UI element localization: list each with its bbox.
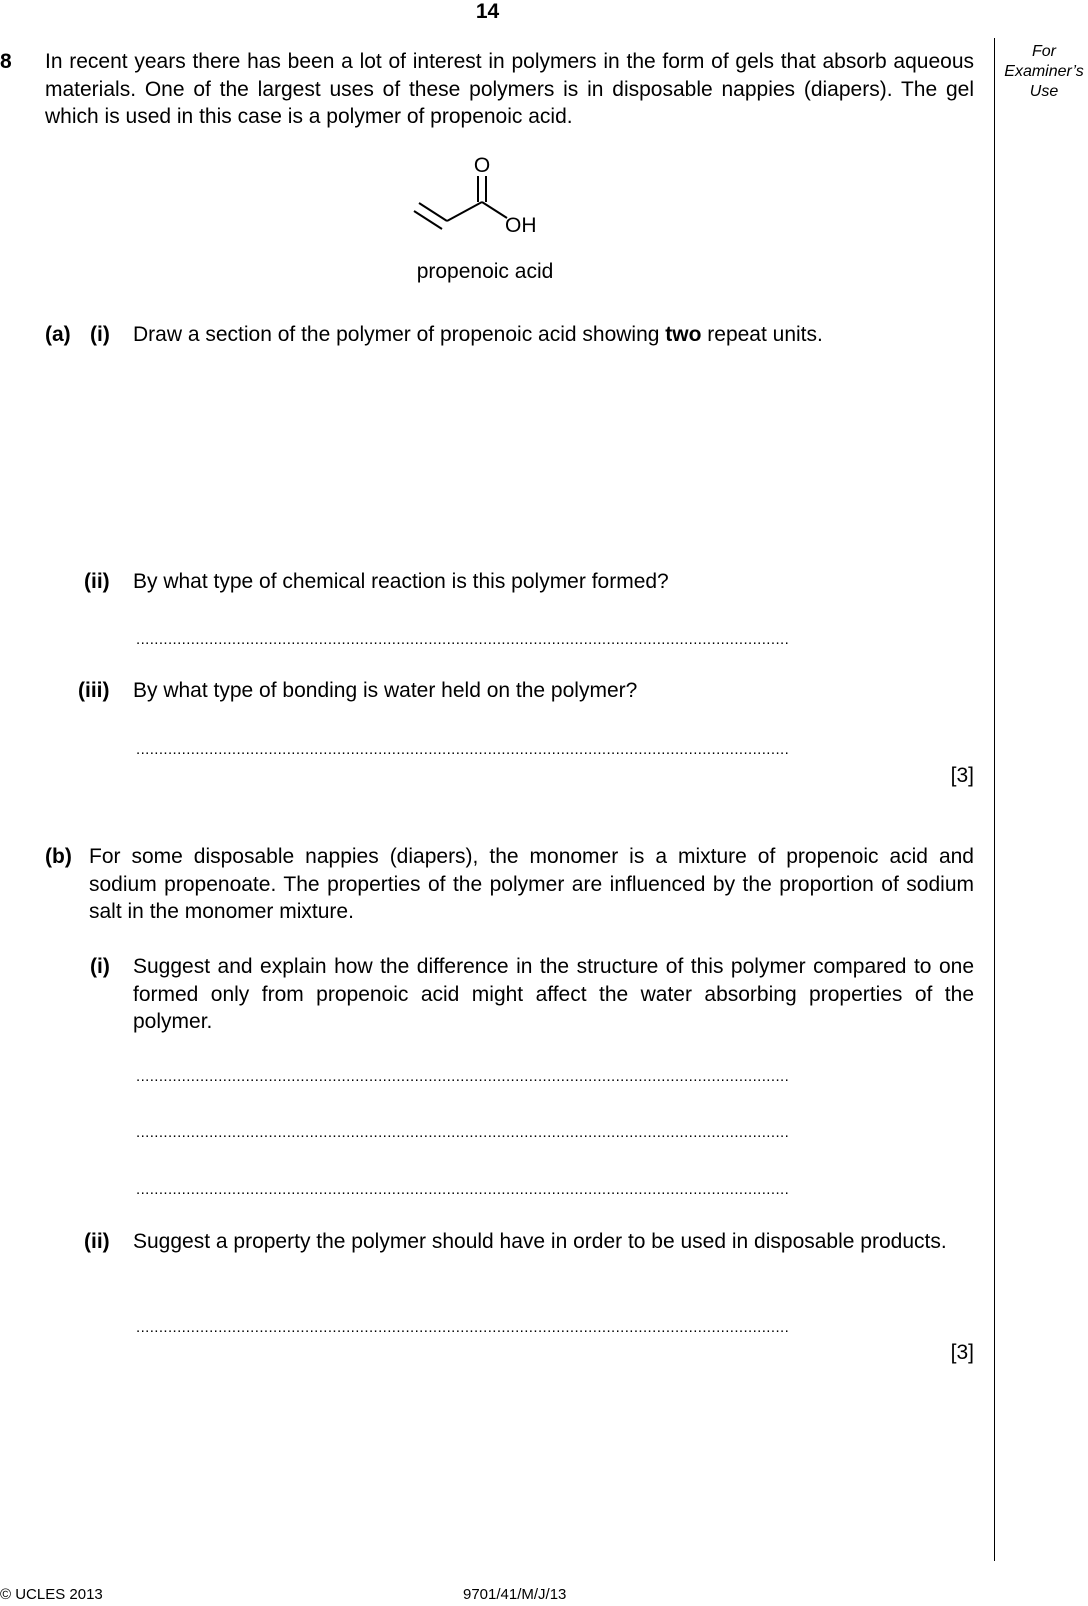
part-a-iii-label: (iii)	[78, 679, 110, 702]
answer-line-b-i-3[interactable]: ...............................................................................................................................................	[136, 1181, 790, 1198]
structure-caption: propenoic acid	[416, 260, 554, 283]
part-a-i-text-after: repeat units.	[701, 323, 823, 346]
group-oh-label: OH	[505, 214, 537, 237]
part-a-iii-text: By what type of bonding is water held on the polymer?	[133, 679, 638, 702]
footer-copyright: © UCLES 2013	[0, 1586, 103, 1603]
part-b-i-label: (i)	[90, 955, 110, 978]
answer-line-b-ii[interactable]: ...............................................................................................................................................	[136, 1319, 790, 1336]
bond-c-oh	[482, 202, 507, 218]
answer-line-a-ii[interactable]: ...............................................................................................................................................	[136, 631, 790, 648]
question-intro: In recent years there has been a lot of interest in polymers in the form of gels that absorb aqueous materials. One of the largest uses of these polymers is in disposable nappies (diapers). The gel which is used in this case is a polymer of propenoic acid.	[45, 50, 974, 128]
part-b-i-text: Suggest and explain how the difference in the structure of this polymer compared to one formed only from propenoic acid might affect the water absorbing properties of the polymer.	[133, 955, 974, 1033]
part-a-i-label: (i)	[90, 323, 110, 346]
bond-c1-c2-b	[414, 211, 442, 229]
part-b-marks: [3]	[950, 1341, 974, 1364]
bond-c1-c2-a	[419, 203, 447, 221]
part-a-label: (a)	[45, 323, 71, 346]
part-b-intro: For some disposable nappies (diapers), the monomer is a mixture of propenoic acid and sodium propenoate. The properties of the polymer are influenced by the proportion of sodium salt in the monomer mixture.	[89, 845, 974, 923]
part-a-ii-label: (ii)	[84, 570, 110, 593]
examiner-use-label: For Examiner’s Use	[1004, 43, 1084, 100]
part-b-ii-text: Suggest a property the polymer should have in order to be used in disposable products.	[133, 1230, 947, 1253]
part-a-i-text-bold: two	[665, 323, 702, 346]
part-a-i-text	[133, 321, 974, 349]
part-a-marks: [3]	[950, 764, 974, 787]
bond-c2-c3	[447, 202, 482, 221]
question-number: 8	[0, 50, 12, 73]
part-a-i-text-before: Draw a section of the polymer of propenoic acid showing	[133, 323, 666, 346]
footer-paper-code: 9701/41/M/J/13	[463, 1586, 567, 1603]
answer-line-b-i-2[interactable]: ...............................................................................................................................................	[136, 1124, 790, 1141]
part-b-label: (b)	[45, 845, 72, 868]
part-a-ii-text: By what type of chemical reaction is this polymer formed?	[133, 570, 669, 593]
part-b-ii-label: (ii)	[84, 1230, 110, 1253]
examiner-margin-rule	[994, 38, 995, 1561]
answer-line-b-i-1[interactable]: ...............................................................................................................................................	[136, 1068, 790, 1085]
page-number: 14	[475, 0, 500, 23]
atom-o-label: O	[473, 154, 491, 177]
answer-line-a-iii[interactable]: ...............................................................................................................................................	[136, 741, 790, 758]
propenoic-acid-structure	[395, 148, 575, 283]
